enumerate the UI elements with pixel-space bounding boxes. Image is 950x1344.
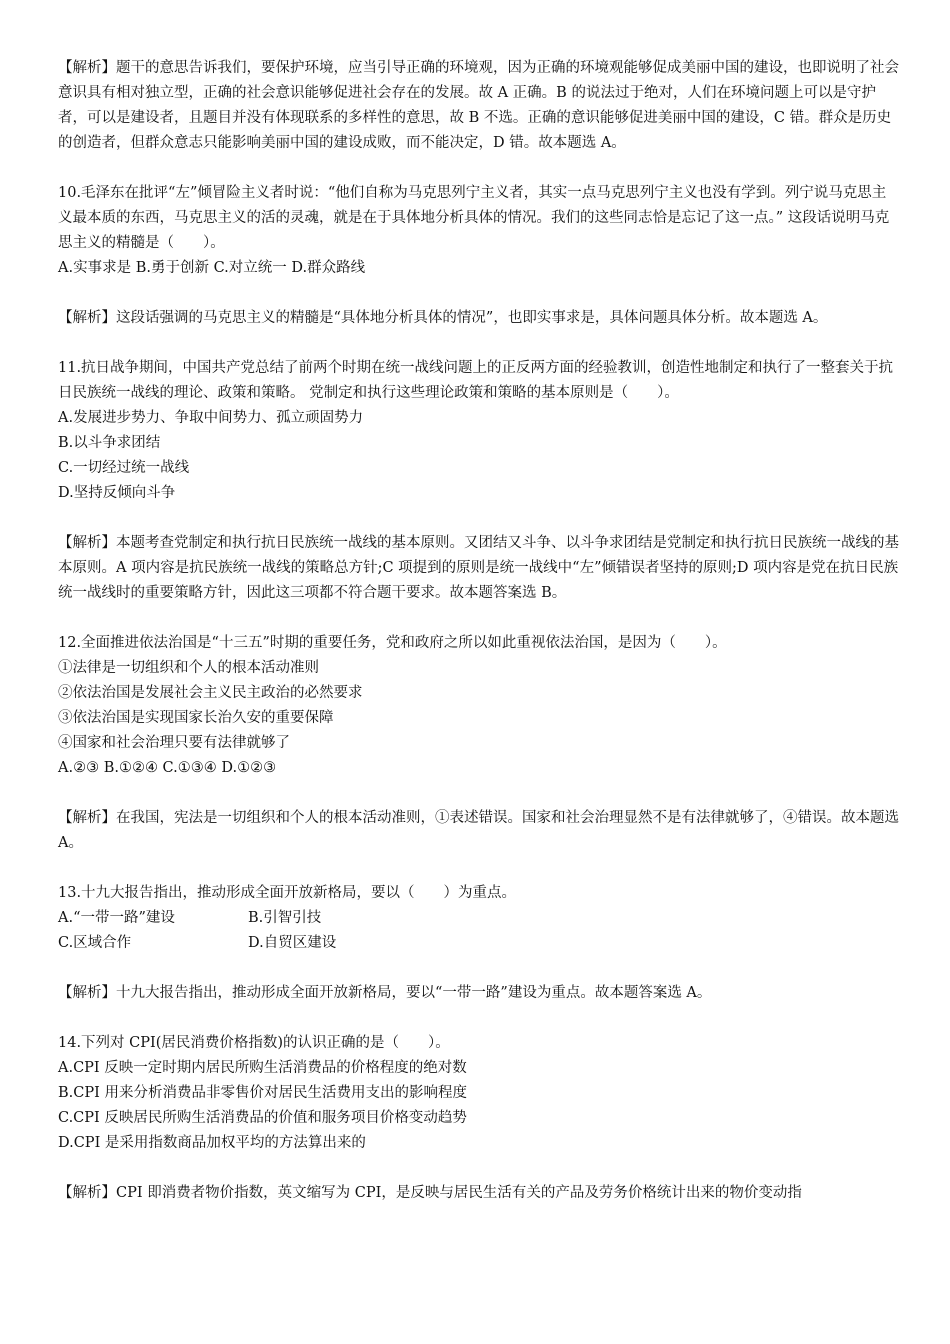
option-c: C.CPI 反映居民所购生活消费品的价值和服务项目价格变动趋势 [58, 1110, 467, 1126]
question-stem: 13.十九大报告指出，推动形成全面开放新格局，要以（ ）为重点。 [58, 885, 517, 901]
analysis-q13 [58, 981, 900, 1006]
analysis-q11 [58, 531, 900, 606]
option-d: D.CPI 是采用指数商品加权平均的方法算出来的 [58, 1135, 366, 1151]
statement-2: ②依法治国是发展社会主义民主政治的必然要求 [58, 685, 363, 701]
question-stem: 12.全面推进依法治国是“十三五”时期的重要任务，党和政府之所以如此重视依法治国，是因为（ ）。 [58, 635, 727, 651]
statement-3: ③依法治国是实现国家长治久安的重要保障 [58, 710, 334, 726]
question-13 [58, 881, 900, 956]
question-11 [58, 356, 900, 506]
analysis-tag: 【解析】 [58, 535, 116, 551]
analysis-text: 在我国，宪法是一切组织和个人的根本活动准则，①表述错误。国家和社会治理显然不是有法律就够了，④错误。故本题选 A。 [58, 810, 899, 851]
analysis-tag: 【解析】 [58, 810, 116, 826]
statement-1: ①法律是一切组织和个人的根本活动准则 [58, 660, 319, 676]
analysis-text: CPI 即消费者物价指数，英文缩写为 CPI，是反映与居民生活有关的产品及劳务价格统计出来的物价变动指 [116, 1185, 802, 1201]
analysis-q10 [58, 306, 900, 331]
option-d: D.坚持反倾向斗争 [58, 485, 176, 501]
question-stem: 10.毛泽东在批评“左”倾冒险主义者时说：“他们自称为马克思列宁主义者，其实一点马克思列宁主义也没有学到。列宁说马克思主义最本质的东西，马克思主义的活的灵魂，就是在于具体地分析具体的情况。我们的这些同志恰是忘记了这一点。” 这段话说明马克思主义的精髓是（ ）。 [58, 185, 890, 251]
analysis-text: 这段话强调的马克思主义的精髓是“具体地分析具体的情况”，也即实事求是，具体问题具体分析。故本题选 A。 [116, 310, 828, 326]
option-c: C.一切经过统一战线 [58, 460, 190, 476]
option-b: B.引智引技 [248, 910, 322, 926]
option-a: A.发展进步势力、争取中间势力、孤立顽固势力 [58, 410, 364, 426]
document-page [58, 56, 900, 1231]
option-b: B.以斗争求团结 [58, 435, 161, 451]
analysis-q9 [58, 56, 900, 156]
analysis-text: 本题考查党制定和执行抗日民族统一战线的基本原则。又团结又斗争、以斗争求团结是党制定和执行抗日民族统一战线的基本原则。A 项内容是抗民族统一战线的策略总方针;C 项提到的原则是统一战线中“左”倾错误者坚持的原则;D 项内容是党在抗日民族统一战线时的重要策略方针，因此这三项都不符合题干要求。故本题答案选 B。 [58, 535, 899, 601]
analysis-q12 [58, 806, 900, 856]
analysis-text: 十九大报告指出，推动形成全面开放新格局，要以“一带一路”建设为重点。故本题答案选 A。 [116, 985, 712, 1001]
options-grid [58, 906, 900, 956]
statement-4: ④国家和社会治理只要有法律就够了 [58, 735, 290, 751]
analysis-q14 [58, 1181, 900, 1206]
question-stem: 14.下列对 CPI(居民消费价格指数)的认识正确的是（ ）。 [58, 1035, 450, 1051]
option-a: A.“一带一路”建设 [58, 910, 175, 926]
analysis-tag: 【解析】 [58, 310, 116, 326]
analysis-text: 题干的意思告诉我们，要保护环境，应当引导正确的环境观，因为正确的环境观能够促成美丽中国的建设，也即说明了社会意识具有相对独立型，正确的社会意识能够促进社会存在的发展。故 A 正确。B 的说法过于绝对，人们在环境问题上可以是守护者，可以是建设者，且题目并没有体现联系的多样性的意思，故 B 不选。正确的意识能够促进美丽中国的建设，C 错。群众是历史的创造者，但群众意志只能影响美丽中国的建设成败，而不能决定，D 错。故本题选 A。 [58, 60, 899, 151]
analysis-tag: 【解析】 [58, 985, 116, 1001]
analysis-tag: 【解析】 [58, 1185, 116, 1201]
options-line: A.②③ B.①②④ C.①③④ D.①②③ [58, 760, 277, 776]
option-a: A.CPI 反映一定时期内居民所购生活消费品的价格程度的绝对数 [58, 1060, 467, 1076]
options-line: A.实事求是 B.勇于创新 C.对立统一 D.群众路线 [58, 260, 366, 276]
option-d: D.自贸区建设 [248, 935, 337, 951]
question-14 [58, 1031, 900, 1156]
question-12 [58, 631, 900, 781]
question-10 [58, 181, 900, 281]
analysis-tag: 【解析】 [58, 60, 116, 76]
question-stem: 11.抗日战争期间，中国共产党总结了前两个时期在统一战线问题上的正反两方面的经验教训，创造性地制定和执行了一整套关于抗日民族统一战线的理论、政策和策略。 党制定和执行这些理论政策和策略的基本原则是（ ）。 [58, 360, 894, 401]
option-c: C.区域合作 [58, 935, 132, 951]
option-b: B.CPI 用来分析消费品非零售价对居民生活费用支出的影响程度 [58, 1085, 467, 1101]
